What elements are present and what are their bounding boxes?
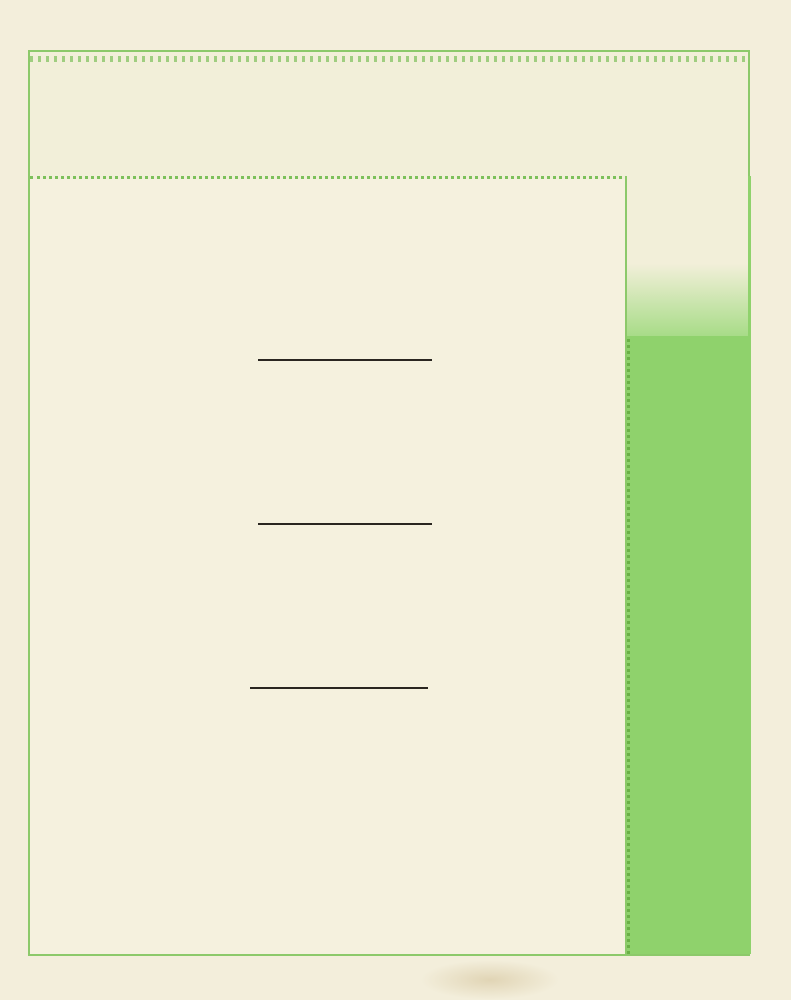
right-border-fade bbox=[627, 176, 748, 336]
border-pattern bbox=[30, 56, 748, 62]
stanza-divider bbox=[250, 687, 428, 689]
stanza-divider bbox=[258, 359, 432, 361]
text-panel bbox=[30, 176, 627, 954]
top-cat-border bbox=[30, 52, 748, 179]
paper-stain bbox=[420, 960, 560, 1000]
stanza-divider bbox=[258, 523, 432, 525]
